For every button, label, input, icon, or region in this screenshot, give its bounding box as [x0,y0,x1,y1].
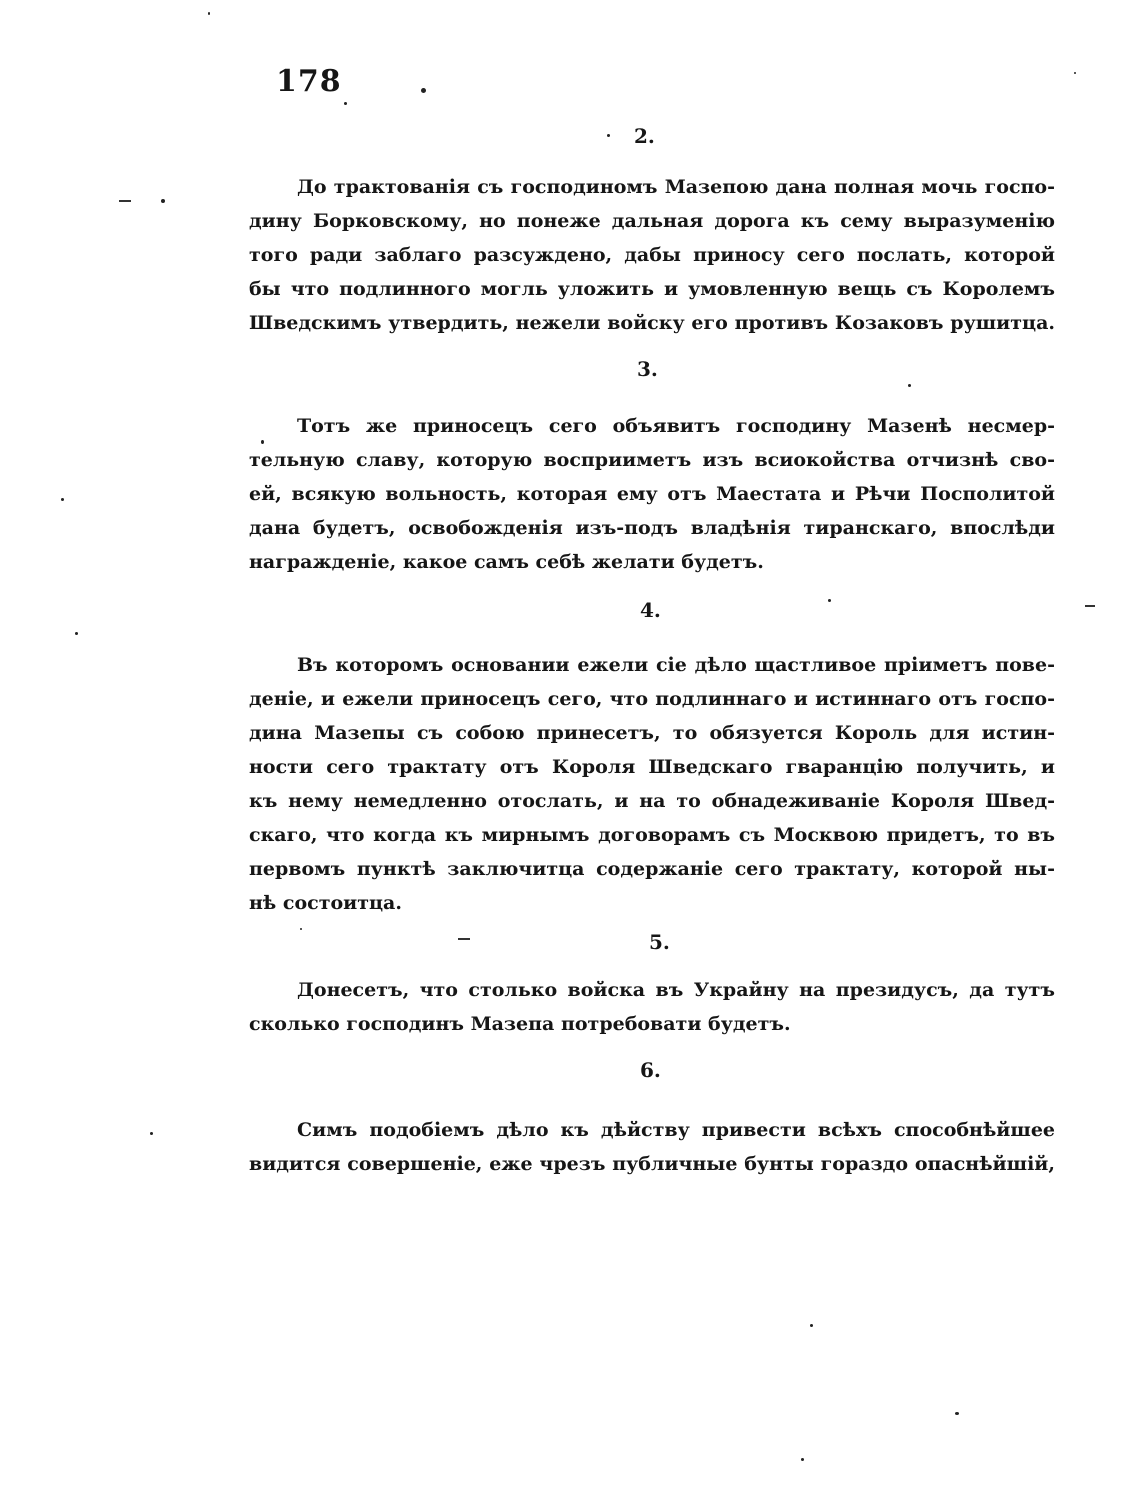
section-number-4: 4. [640,598,661,622]
text-line: къ нему немедленно отослать, и на то обнадеживаніе Короля Швед- [249,790,1055,812]
text-line: Шведскимъ утвердить, нежели войску его противъ Козаковъ рушитца. [249,312,1055,334]
text-line: Въ которомъ основании ежели сіе дѣло щастливое пріиметъ пове- [297,654,1055,676]
section-number-5: 5. [649,930,670,954]
scan-dash [1085,605,1095,607]
scan-dash [458,938,470,940]
text-line: Симъ подобіемъ дѣло къ дѣйству привести всѣхъ способнѣйшее [297,1119,1055,1141]
text-line: До трактованія съ господиномъ Мазепою дана полная мочь госпо- [297,176,1055,198]
text-line: дана будетъ, освобожденія изъ-подъ владѣнія тиранскаго, впослѣди [249,517,1055,539]
text-line: бы что подлинного могль уложить и умовленную вещь съ Королемъ [249,278,1055,300]
scan-speck [208,12,210,15]
section-2-paragraph [249,170,1055,340]
section-6-paragraph [249,1113,1055,1181]
scan-speck [421,88,426,93]
text-line: тельную славу, которую восприиметъ изъ всиокойства отчизнѣ сво- [249,449,1055,471]
text-line: ей, всякую вольность, которая ему отъ Маестата и Рѣчи Посполитой [249,483,1055,505]
section-number-2: 2. [634,124,655,148]
scan-speck [261,440,264,444]
scan-speck [908,384,911,387]
text-line: нѣ состоитца. [249,892,402,914]
scan-dash [119,200,131,202]
scan-speck [955,1412,959,1415]
section-number-6: 6. [640,1058,661,1082]
section-number-3: 3. [637,357,658,381]
text-line: Тотъ же приносецъ сего объявитъ господину Мазенѣ несмер- [297,415,1055,437]
text-line: первомъ пунктѣ заключитца содержаніе сего трактату, которой ны- [249,858,1055,880]
scan-speck [810,1324,813,1327]
scan-speck [828,599,831,602]
text-line: деніе, и ежели приносецъ сего, что подлиннаго и истиннаго отъ госпо- [249,688,1055,710]
section-5-paragraph [249,973,1055,1041]
scan-speck [75,632,78,635]
scan-speck [150,1132,153,1135]
section-3-paragraph [249,409,1055,579]
text-line: видится совершеніе, еже чрезъ публичные бунты гораздо опаснѣйшій, [249,1153,1055,1175]
scan-speck [801,1458,804,1461]
scan-speck [61,498,64,501]
scan-speck [607,134,610,137]
page-number: 178 [276,64,342,99]
text-line: скаго, что когда къ мирнымъ договорамъ съ Москвою придетъ, то въ [249,824,1055,846]
text-line: Донесетъ, что столько войска въ Украйну на президусъ, да тутъ [297,979,1055,1001]
scan-speck [344,102,347,105]
text-line: награжденіе, какое самъ себѣ желати будетъ. [249,551,764,573]
text-line: сколько господинъ Мазепа потребовати будетъ. [249,1013,791,1035]
text-line: ности сего трактату отъ Короля Шведскаго гваранцію получить, и [249,756,1055,778]
text-line: дина Мазепы съ собою принесетъ, то обязуется Король для истин- [249,722,1055,744]
scan-speck [161,199,165,203]
scan-speck [1074,72,1076,74]
text-line: дину Борковскому, но понеже дальная дорога къ сему выразуменію [249,210,1055,232]
section-4-paragraph [249,648,1055,920]
text-line: того ради заблаго разсуждено, дабы приносу сего послать, которой [249,244,1055,266]
scan-speck [300,928,302,930]
